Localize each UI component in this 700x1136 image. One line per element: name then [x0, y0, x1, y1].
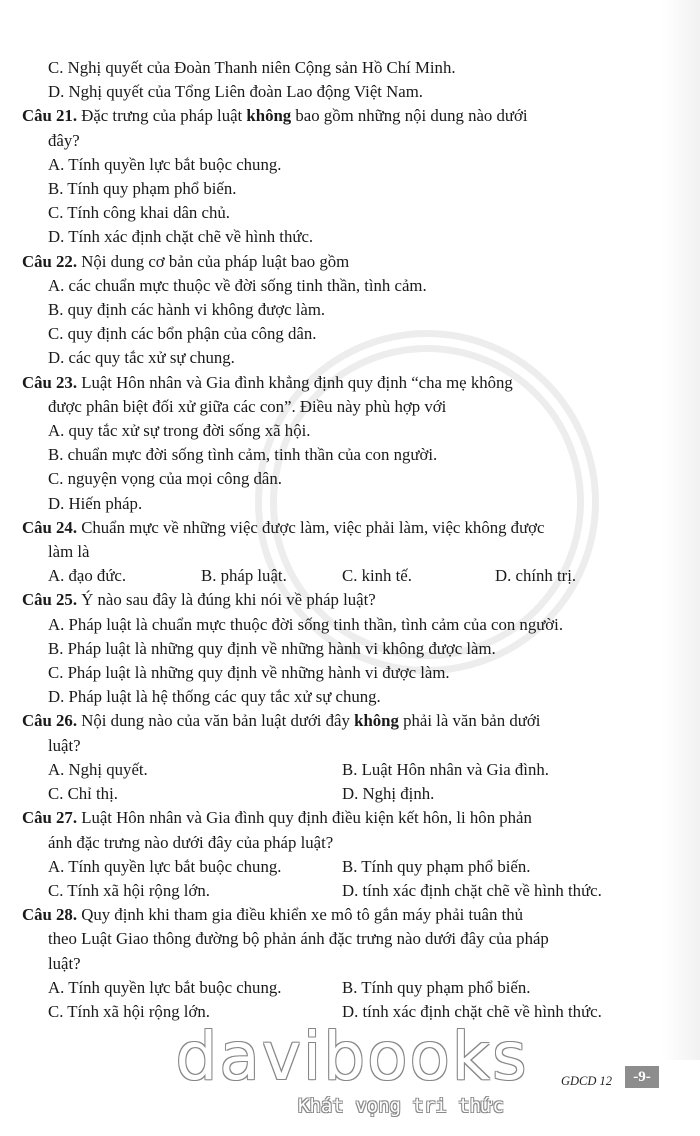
question-label: Câu 23.: [22, 372, 78, 392]
subject-footer: GDCD 12: [561, 1074, 613, 1088]
question-content: [22, 56, 666, 1024]
question-26-options-row-2: [22, 782, 666, 806]
question-21-option-a: A. Tính quyền lực bắt buộc chung.: [48, 154, 282, 174]
question-21-option-b: B. Tính quy phạm phổ biến.: [48, 179, 237, 199]
question-27-option-d: D. tính xác định chặt chẽ về hình thức.: [342, 880, 602, 900]
question-22-option-a: A. các chuẩn mực thuộc về đời sống tinh thần, tình cảm.: [48, 275, 427, 295]
question-28-options-row-1: [22, 976, 666, 1000]
question-23-stem-cont: được phân biệt đối xử giữa các con”. Điều này phù hợp với: [48, 396, 447, 416]
question-26-option-d: D. Nghị định.: [342, 784, 435, 804]
question-26-stem-cont: luật?: [48, 735, 81, 755]
question-label: Câu 25.: [22, 590, 78, 610]
carryover-option-d: D. Nghị quyết của Tổng Liên đoàn Lao động Việt Nam.: [48, 82, 423, 102]
question-21-stem: Câu 21. Đặc trưng của pháp luật không bao gồm những nội dung nào dưới: [22, 106, 528, 126]
publisher-watermark: davibooks: [175, 1018, 529, 1095]
question-28-option-c: C. Tính xã hội rộng lớn.: [48, 1001, 210, 1021]
question-22-option-b: B. quy định các hành vi không được làm.: [48, 300, 326, 320]
question-26-options-row-1: [22, 758, 666, 782]
question-21-option-d: D. Tính xác định chặt chẽ về hình thức.: [48, 227, 314, 247]
question-label: Câu 24.: [22, 517, 78, 537]
question-25-option-b: B. Pháp luật là những quy định về những hành vi không được làm.: [48, 638, 496, 658]
question-25-stem: Câu 25. Ý nào sau đây là đúng khi nói về pháp luật?: [22, 590, 376, 610]
question-24-option-a: A. đạo đức.: [48, 566, 127, 586]
question-26-stem: Câu 26. Nội dung nào của văn bản luật dưới đây không phải là văn bản dưới: [22, 711, 541, 731]
question-24-options: [22, 564, 666, 588]
bleed-through-stripe: [662, 0, 700, 1060]
question-23-option-b: B. chuẩn mực đời sống tình cảm, tinh thần của con người.: [48, 445, 438, 465]
question-28-option-d: D. tính xác định chặt chẽ về hình thức.: [342, 1001, 602, 1021]
question-27-options-row-2: [22, 879, 666, 903]
question-24-option-d: D. chính trị.: [495, 566, 577, 586]
question-22-option-c: C. quy định các bổn phận của công dân.: [48, 324, 317, 344]
page-number: -9-: [625, 1066, 659, 1088]
question-27-option-b: B. Tính quy phạm phổ biến.: [342, 856, 531, 876]
question-28-stem: Câu 28. Quy định khi tham gia điều khiển xe mô tô gắn máy phải tuân thủ: [22, 905, 524, 925]
question-26-option-b: B. Luật Hôn nhân và Gia đình.: [342, 759, 549, 779]
question-24-option-b: B. pháp luật.: [201, 566, 287, 586]
question-28-option-a: A. Tính quyền lực bắt buộc chung.: [48, 977, 282, 997]
question-24-stem-cont: làm là: [48, 542, 90, 562]
question-28-option-b: B. Tính quy phạm phổ biến.: [342, 977, 531, 997]
question-25-option-d: D. Pháp luật là hệ thống các quy tắc xử sự chung.: [48, 687, 381, 707]
publisher-slogan: Khát vọng tri thức: [298, 1095, 504, 1117]
question-23-stem: Câu 23. Luật Hôn nhân và Gia đình khẳng định quy định “cha mẹ không: [22, 372, 513, 392]
question-23-option-d: D. Hiến pháp.: [48, 493, 143, 513]
question-27-stem-cont: ánh đặc trưng nào dưới đây của pháp luật?: [48, 832, 334, 852]
question-28-stem-cont: theo Luật Giao thông đường bộ phản ánh đặc trưng nào dưới đây của pháp: [48, 929, 549, 949]
question-22-option-d: D. các quy tắc xử sự chung.: [48, 348, 235, 368]
question-25-option-a: A. Pháp luật là chuẩn mực thuộc đời sống tinh thần, tình cảm của con người.: [48, 614, 564, 634]
question-label: Câu 28.: [22, 905, 78, 925]
question-22-stem: Câu 22. Nội dung cơ bản của pháp luật bao gồm: [22, 251, 350, 271]
question-27-option-a: A. Tính quyền lực bắt buộc chung.: [48, 856, 282, 876]
question-26-option-a: A. Nghị quyết.: [48, 759, 148, 779]
question-28-stem-cont-2: luật?: [48, 953, 81, 973]
question-21-option-c: C. Tính công khai dân chủ.: [48, 203, 230, 223]
question-27-option-c: C. Tính xã hội rộng lớn.: [48, 880, 210, 900]
question-26-option-c: C. Chỉ thị.: [48, 784, 118, 804]
question-24-option-c: C. kinh tế.: [342, 566, 412, 586]
question-label: Câu 26.: [22, 711, 78, 731]
question-label: Câu 27.: [22, 808, 78, 828]
question-27-stem: Câu 27. Luật Hôn nhân và Gia đình quy định điều kiện kết hôn, li hôn phản: [22, 808, 532, 828]
question-23-option-a: A. quy tắc xử sự trong đời sống xã hội.: [48, 421, 311, 441]
question-21-stem-cont: đây?: [48, 130, 80, 150]
question-27-options-row-1: [22, 855, 666, 879]
question-label: Câu 21.: [22, 106, 78, 126]
question-25-option-c: C. Pháp luật là những quy định về những hành vi được làm.: [48, 663, 450, 683]
carryover-option-c: C. Nghị quyết của Đoàn Thanh niên Cộng sản Hồ Chí Minh.: [48, 58, 456, 77]
question-24-stem: Câu 24. Chuẩn mực về những việc được làm, việc phải làm, việc không được: [22, 517, 545, 537]
question-label: Câu 22.: [22, 251, 78, 271]
question-23-option-c: C. nguyện vọng của mọi công dân.: [48, 469, 282, 489]
